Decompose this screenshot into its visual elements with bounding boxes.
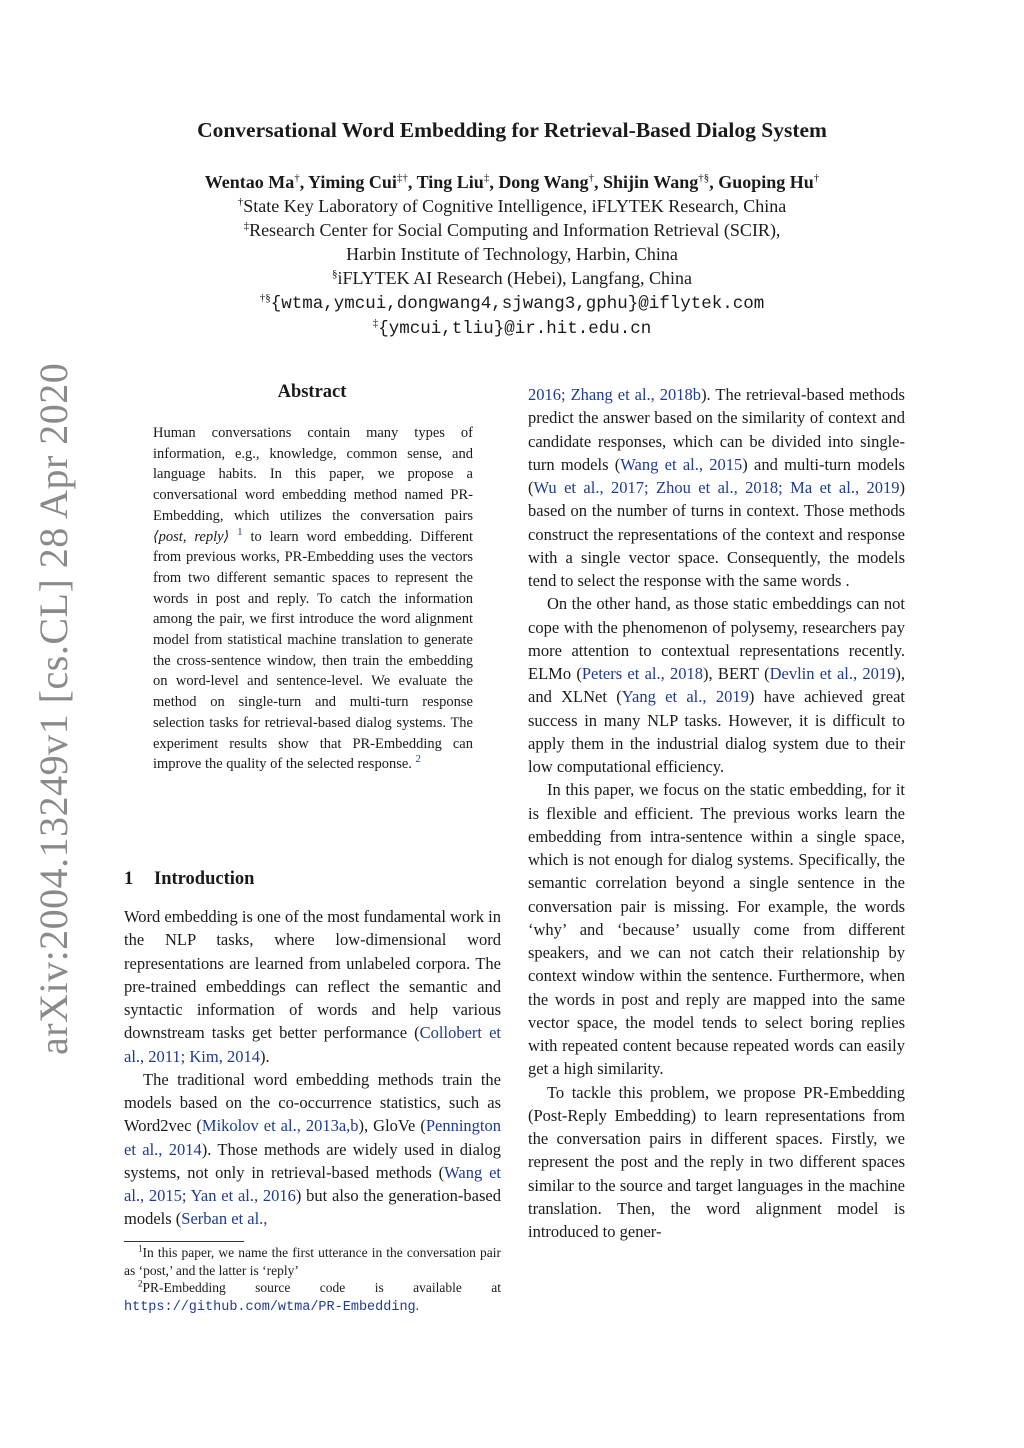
paper-title: Conversational Word Embedding for Retrieval-Based Dialog System bbox=[197, 118, 827, 142]
affiliation: Harbin Institute of Technology, Harbin, China bbox=[346, 244, 678, 264]
footnotes bbox=[124, 1244, 501, 1316]
text-run: ), BERT ( bbox=[703, 664, 770, 683]
left-column-body bbox=[124, 905, 501, 1231]
section-heading: 1 Introduction bbox=[124, 869, 255, 889]
text-run: The traditional word embedding methods train the models based on the co-occurrence statistics, such as Word2vec ( bbox=[124, 1069, 501, 1136]
citation-link[interactable]: Mikolov et al., 2013a,b bbox=[201, 1116, 359, 1136]
email-line: ‡{ymcui,tliu}@ir.hit.edu.cn bbox=[372, 317, 652, 339]
text-run: ), GloVe ( bbox=[358, 1116, 426, 1136]
author: Ting Liu‡ bbox=[416, 172, 490, 192]
affiliation: ‡Research Center for Social Computing and Information Retrieval (SCIR), bbox=[243, 220, 781, 240]
paragraph bbox=[124, 1068, 501, 1231]
text-run: ). bbox=[259, 1046, 270, 1066]
citation-link[interactable]: Peters et al., 2018 bbox=[581, 664, 704, 683]
text-run: ) have achieved great success in many NLP tasks. However, it is difficult to apply them in the industrial dialog system due to their low computational efficiency. bbox=[528, 687, 905, 776]
citation-link[interactable]: Yang et al., 2019 bbox=[621, 687, 749, 707]
post-reply-pair: ⟨post, reply⟩ bbox=[153, 528, 230, 545]
author: Shijin Wang†§ bbox=[603, 172, 710, 192]
arxiv-stamp: arXiv:2004.13249v1 [cs.CL] 28 Apr 2020 bbox=[31, 362, 76, 1055]
footnote: $^2$PR-Embedding source code is available at https://github.com/wtma/PR-Embedding. bbox=[124, 1278, 501, 1315]
email-line: †§{wtma,ymcui,dongwang4,sjwang3,gphu}@iflytek.com bbox=[259, 292, 765, 314]
author: Dong Wang† bbox=[498, 172, 595, 192]
citation-link[interactable]: Pennington et al., 2014 bbox=[124, 1116, 502, 1159]
text-run: On the other hand, as those static embeddings can not cope with the phenomenon of polysemy, researchers pay more attention to contextual representations recently. ELMo ( bbox=[528, 594, 905, 683]
citation-link[interactable]: Collobert et al., 2011; Kim, 2014 bbox=[124, 1023, 501, 1066]
paragraph bbox=[124, 905, 501, 1068]
citation-link[interactable]: Devlin et al., 2019 bbox=[769, 664, 896, 683]
paragraph bbox=[528, 1081, 905, 1244]
source-code-link[interactable]: https://github.com/wtma/PR-Embedding bbox=[124, 1299, 416, 1315]
citation-link[interactable]: Wang et al., 2015 bbox=[620, 454, 743, 474]
citation-link[interactable]: Wang et al., 2015; Yan et al., 2016 bbox=[124, 1162, 501, 1205]
text-run: ) but also the generation-based models ( bbox=[124, 1186, 501, 1229]
paragraph bbox=[528, 778, 905, 1080]
paragraph bbox=[528, 383, 905, 592]
text-run: To tackle this problem, we propose PR-Embedding (Post-Reply Embedding) to learn representations from the conversation pairs in different spaces. Firstly, we represent the post and the reply in two different spaces similar to the source and target languages in the machine translation. Then, the word alignment model is introduced to gener- bbox=[528, 1082, 905, 1241]
author-list: Wentao Ma†, Yiming Cui‡†, Ting Liu‡, Dong Wang†, Shijin Wang†§, Guoping Hu† bbox=[204, 172, 820, 192]
citation-link[interactable]: Wu et al., 2017; Zhou et al., 2018; Ma et al., 2019 bbox=[533, 478, 900, 497]
right-column-body bbox=[528, 383, 905, 1243]
text-run: ), and XLNet ( bbox=[528, 664, 905, 707]
footnote-ref[interactable]: 1 bbox=[237, 525, 243, 538]
affiliation: §iFLYTEK AI Research (Hebei), Langfang, China bbox=[331, 268, 693, 288]
citation-link[interactable]: Serban et al., bbox=[181, 1209, 268, 1229]
text-run: Word embedding is one of the most fundamental work in the NLP tasks, where low-dimensional word representations are learned from unlabeled corpora. The pre-trained embeddings can reflect the semantic and syntactic information of words and help various downstream tasks get better performance ( bbox=[124, 907, 501, 1043]
text-run: ). The retrieval-based methods predict the answer based on the similarity of context and candidate responses, which can be divided into single-turn models ( bbox=[528, 385, 905, 474]
author: Guoping Hu† bbox=[718, 172, 820, 192]
footnote-rule bbox=[124, 1241, 244, 1242]
citation-link[interactable]: 2016; Zhang et al., 2018b bbox=[528, 385, 702, 404]
text-run: In this paper, we focus on the static embedding, for it is flexible and efficient. The previous works learn the embedding from intra-sentence within a single space, which is not enough for dialog systems. Specifically, the semantic correlation beyond a single sentence in the conversation pair is missing. For example, the words ‘why’ and ‘because’ usually come from different speakers, and we can not catch their relationship by context window within the sentence. Furthermore, when the words in post and reply are mapped into the same vector space, the model tends to select boring replies with repeated content because repeated words can easily get a high similarity. bbox=[528, 780, 905, 1079]
abstract-heading: Abstract bbox=[277, 382, 347, 402]
affiliation: †State Key Laboratory of Cognitive Intelligence, iFLYTEK Research, China bbox=[237, 196, 787, 216]
author: Wentao Ma† bbox=[204, 172, 300, 192]
text-run: ) based on the number of turns in context. Those methods construct the representations of the context and response with a single vector space. Consequently, the models tend to select the response with the same words . bbox=[528, 478, 905, 590]
abstract-body: Human conversations contain many types of information, e.g., knowledge, common sense, and language habits. In this paper, we propose a conversational word embedding method named PR-Embedding, which utilizes the conversation pairs ⟨post, reply⟩ $^1$ to learn word embedding. Different from previous works, PR-Embedding uses the vectors from two different semantic spaces to represent the words in post and reply. To catch the information among the pair, we first introduce the word alignment model from statistical machine translation to generate the cross-sentence window, then train the embedding on word-level and sentence-level. We evaluate the method on single-turn and multi-turn response selection tasks for retrieval-based dialog systems. The experiment results show that PR-Embedding can improve the quality of the selected response. $^2$ bbox=[153, 425, 473, 773]
paragraph bbox=[528, 592, 905, 778]
text-run: ). Those methods are widely used in dialog systems, not only in retrieval-based methods ( bbox=[124, 1139, 501, 1182]
text-run: ) and multi-turn models ( bbox=[528, 454, 905, 497]
author: Yiming Cui‡† bbox=[308, 172, 408, 192]
footnote: $^1$In this paper, we name the first utterance in the conversation pair as ‘post,’ and the latter is ‘reply’ bbox=[124, 1243, 501, 1278]
footnote-ref[interactable]: 2 bbox=[415, 753, 422, 766]
